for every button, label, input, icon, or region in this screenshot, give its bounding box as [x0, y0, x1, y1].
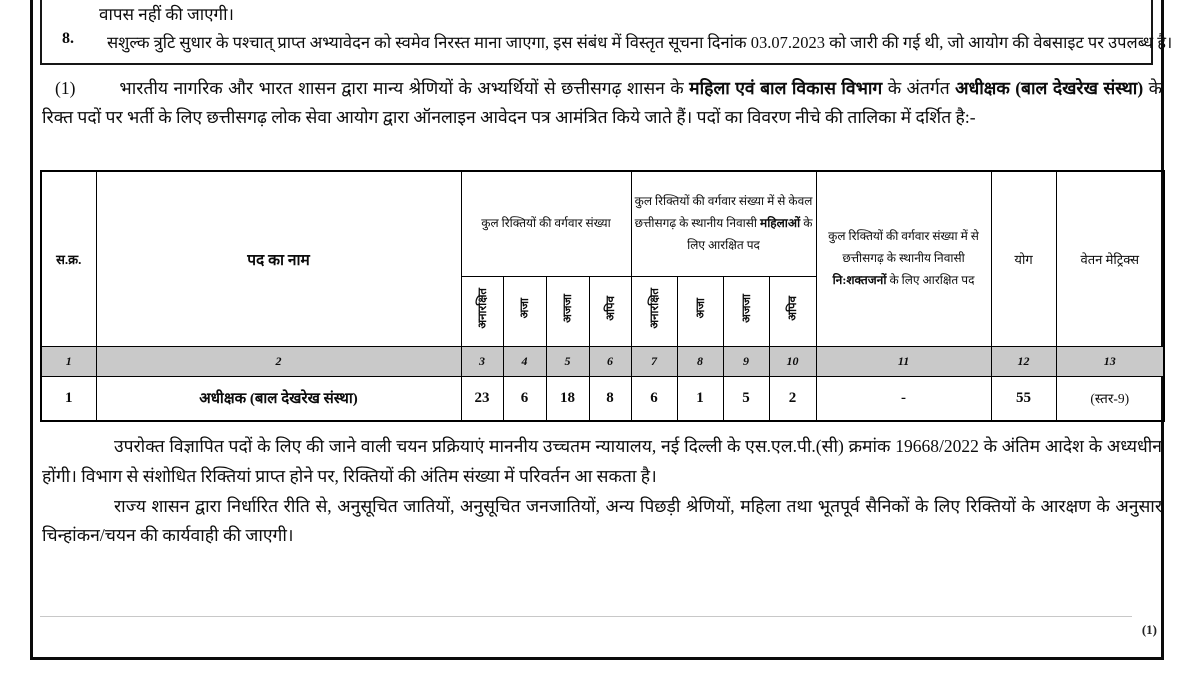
- subheader-cell: [546, 276, 589, 346]
- subheader-cell: [589, 276, 631, 346]
- subheader-cell: [503, 276, 546, 346]
- footer-divider: [40, 616, 1132, 617]
- colnum-cell: 1: [41, 346, 96, 376]
- subheader-unreserved: अनारक्षित: [648, 288, 661, 329]
- subheader-st: अजजा: [740, 294, 753, 323]
- colnum-cell: 4: [503, 346, 546, 376]
- intro-seg2-bold: महिला एवं बाल विकास विभाग: [689, 78, 883, 98]
- data-vacancy: 23: [461, 376, 503, 421]
- colnum-cell: 6: [589, 346, 631, 376]
- header-pay-matrix: वेतन मेट्रिक्स: [1056, 171, 1164, 346]
- instructions-box: [40, 0, 1173, 65]
- header-group-women-bold: महिलाओं: [760, 215, 801, 230]
- intro-paragraph: [42, 74, 1162, 133]
- table-row: [41, 376, 1164, 421]
- data-vacancy: 18: [546, 376, 589, 421]
- header-row-groups: [41, 171, 1164, 276]
- colnum-cell: 3: [461, 346, 503, 376]
- data-post-name: अधीक्षक (बाल देखरेख संस्था): [96, 376, 461, 421]
- data-vacancy: 6: [631, 376, 677, 421]
- header-group-disabled-pre: कुल रिक्तियों की वर्गवार संख्या में से छत्तीसगढ़ के स्थानीय निवासी: [828, 229, 979, 265]
- subheader-cell: [769, 276, 816, 346]
- data-serial: 1: [41, 376, 96, 421]
- header-total: योग: [991, 171, 1056, 346]
- data-vacancy: 8: [589, 376, 631, 421]
- instruction-item-number: 8.: [62, 30, 74, 47]
- data-vacancy: 6: [503, 376, 546, 421]
- colnum-cell: 13: [1056, 346, 1164, 376]
- colnum-cell: 10: [769, 346, 816, 376]
- data-pay-matrix: (स्तर-9): [1056, 376, 1164, 421]
- subheader-cell: [723, 276, 769, 346]
- header-group-total: कुल रिक्तियों की वर्गवार संख्या: [461, 171, 631, 276]
- header-group-women-pre: कुल रिक्तियों की वर्गवार संख्या में से केवल छत्तीसगढ़ के स्थानीय निवासी: [634, 194, 813, 230]
- carryover-line: वापस नहीं की जाएगी।: [99, 5, 234, 24]
- header-group-disabled-bold: नि:शक्तजनों: [832, 272, 887, 287]
- data-disabled: -: [816, 376, 991, 421]
- header-group-disabled-post: के लिए आरक्षित पद: [886, 272, 975, 287]
- instruction-item-text: सशुल्क त्रुटि सुधार के पश्चात् प्राप्त अभ्यावेदन को स्वमेव निरस्त माना जाएगा, इस संबंध में विस्तृत सूचना दिनांक 03.07.2023 को जारी की गई थी, जो आयोग की वेबसाइट पर उपलब्ध है।: [107, 33, 1173, 52]
- colnum-cell: 12: [991, 346, 1056, 376]
- subheader-obc: अपिव: [604, 296, 617, 321]
- data-vacancy: 1: [677, 376, 723, 421]
- colnum-cell: 7: [631, 346, 677, 376]
- header-post-name: पद का नाम: [96, 171, 461, 346]
- subheader-st: अजजा: [562, 294, 574, 323]
- colnum-cell: 11: [816, 346, 991, 376]
- page-number: (1): [1141, 622, 1157, 637]
- colnum-cell: 5: [546, 346, 589, 376]
- subheader-obc: अपिव: [787, 296, 800, 321]
- subheader-cell: [677, 276, 723, 346]
- note-paragraph-2: राज्य शासन द्वारा निर्धारित रीति से, अनुसूचित जातियों, अनुसूचित जनजातियों, अन्य पिछड़ी श्रेणियों, महिला तथा भूतपूर्व सैनिकों के लिए रिक्तियों के आरक्षण के अनुसार चिन्हांकन/चयन की कार्यवाही की जाएगी।: [42, 495, 1162, 546]
- data-vacancy: 5: [723, 376, 769, 421]
- header-serial: स.क्र.: [41, 171, 96, 346]
- colnum-cell: 8: [677, 346, 723, 376]
- colnum-cell: 2: [96, 346, 461, 376]
- subheader-unreserved: अनारक्षित: [476, 288, 489, 329]
- subheader-sc: अजा: [694, 298, 707, 319]
- intro-seg3: के अंतर्गत: [882, 78, 956, 98]
- intro-seg5: के रिक्त पदों पर भर्ती के लिए छत्तीसगढ़ लोक सेवा आयोग द्वारा ऑनलाइन आवेदन पत्र आमंत्रित किये जाते हैं। पदों का विवरण नीचे की तालिका में दर्शित है:-: [42, 78, 1163, 128]
- intro-number: (1): [55, 78, 76, 98]
- data-total: 55: [991, 376, 1056, 421]
- notes-section: [42, 432, 1162, 551]
- subheader-cell: [461, 276, 503, 346]
- vacancy-table: [40, 170, 1165, 422]
- intro-seg4-bold: अधीक्षक (बाल देखरेख संस्था): [955, 78, 1144, 98]
- colnum-cell: 9: [723, 346, 769, 376]
- header-group-disabled: [816, 171, 991, 346]
- intro-seg1: भारतीय नागरिक और भारत शासन द्वारा मान्य श्रेणियों के अभ्यर्थियों से छत्तीसगढ़ शासन के: [119, 78, 690, 98]
- header-group-women-post: के लिए आरक्षित पद: [687, 215, 813, 252]
- subheader-cell: [631, 276, 677, 346]
- data-vacancy: 2: [769, 376, 816, 421]
- note-paragraph-1: उपरोक्त विज्ञापित पदों के लिए की जाने वाली चयन प्रक्रियाएं माननीय उच्चतम न्यायालय, नई दिल्ली के एस.एल.पी.(सी) क्रमांक 19668/2022 के अंतिम आदेश के अध्यधीन होंगी। विभाग से संशोधित रिक्तियां प्राप्त होने पर, रिक्तियों की अंतिम संख्या में परिवर्तन आ सकता है।: [42, 436, 1162, 486]
- header-group-women: [631, 171, 816, 276]
- subheader-sc: अजा: [519, 298, 531, 319]
- column-number-row: [41, 346, 1164, 376]
